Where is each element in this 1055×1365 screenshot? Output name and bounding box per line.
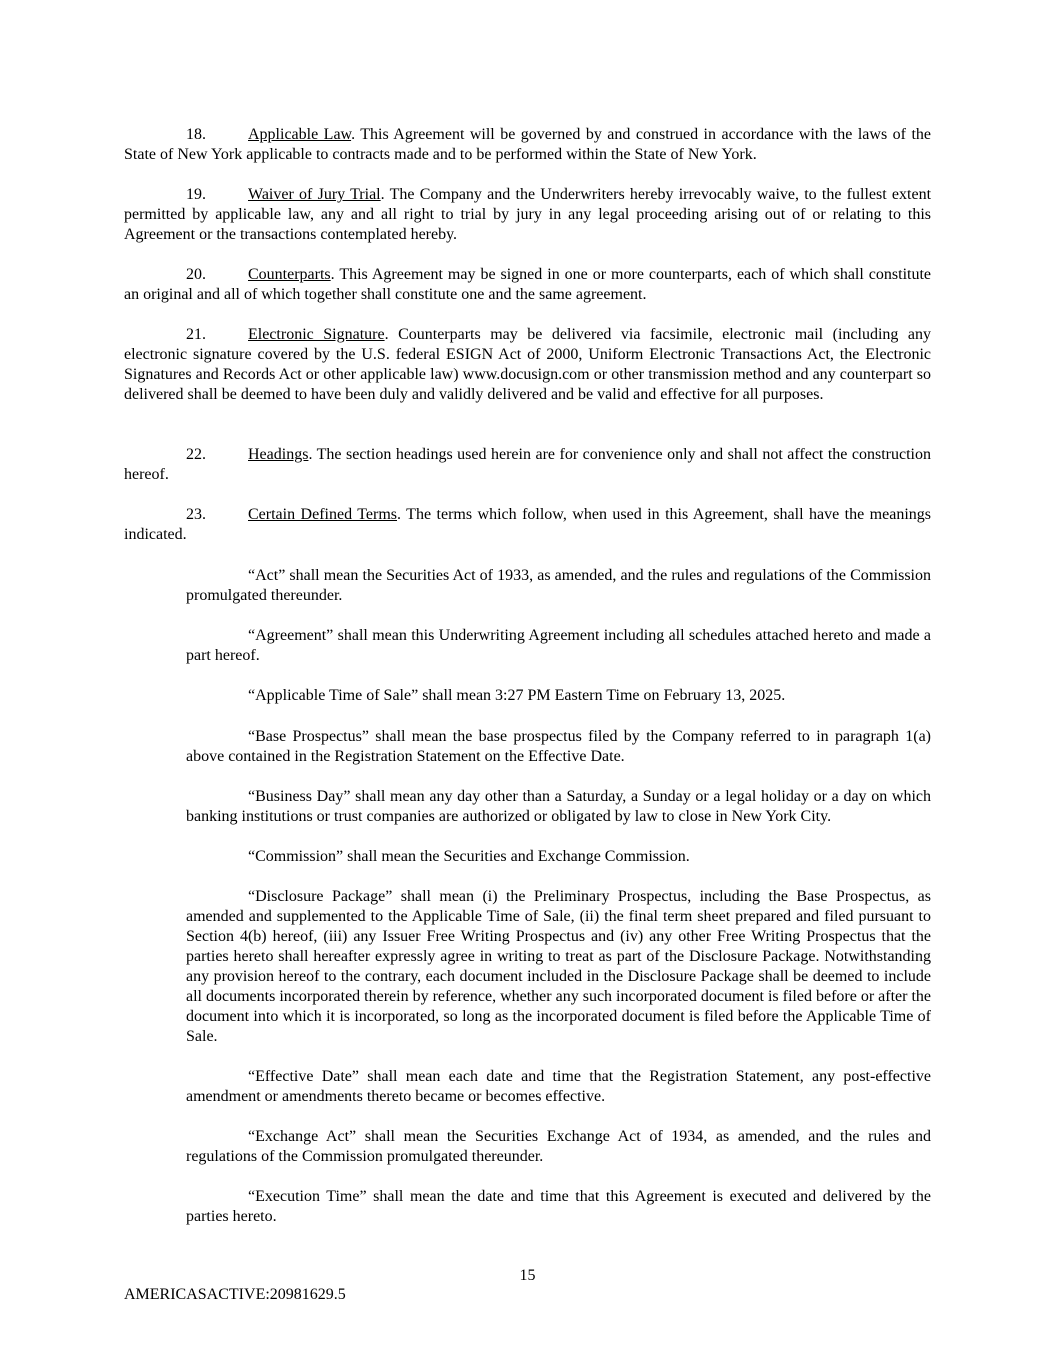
- definition-applicable-time-of-sale: “Applicable Time of Sale” shall mean 3:27 PM Eastern Time on February 13, 2025.: [248, 687, 786, 704]
- definition-business-day: “Business Day” shall mean any day other than a Saturday, a Sunday or a legal holiday or a day on which banking institutions or trust companies are authorized or obligated by law to close in New York City.: [186, 788, 931, 825]
- definition-execution-time: “Execution Time” shall mean the date and time that this Agreement is executed and delivered by the parties hereto.: [186, 1188, 931, 1225]
- section-text: . The terms which follow, when used in this Agreement, shall have the meanings indicated.: [124, 506, 932, 543]
- definition-exchange-act: “Exchange Act” shall mean the Securities Exchange Act of 1934, as amended, and the rules and regulations of the Commission promulgated thereunder.: [186, 1128, 931, 1165]
- page-number: 15: [519, 1267, 536, 1284]
- section-heading: Headings: [248, 446, 309, 463]
- definition-effective-date: “Effective Date” shall mean each date and time that the Registration Statement, any post-effective amendment or amendments thereto became or becomes effective.: [186, 1068, 931, 1105]
- document-id: AMERICASACTIVE:20981629.5: [124, 1286, 346, 1303]
- definition-act: “Act” shall mean the Securities Act of 1933, as amended, and the rules and regulations of the Commission promulgated thereunder.: [186, 567, 931, 604]
- definition-disclosure-package: “Disclosure Package” shall mean (i) the Preliminary Prospectus, including the Base Prospectus, as amended and supplemented to the Applicable Time of Sale, (ii) the final term sheet prepared and filed pursuant to Section 4(b) hereof, (iii) any Issuer Free Writing Prospectus and (iv) any other Free Writing Prospectus that the parties hereto shall hereafter expressly agree in writing to treat as part of the Disclosure Package. Notwithstanding any provision hereof to the contrary, each document included in the Disclosure Package shall be deemed to include all documents incorporated therein by reference, whether any such incorporated document is filed before or after the document into which it is incorporated, so long as the incorporated document is filed before the Applicable Time of Sale.: [186, 888, 932, 1045]
- section-text: . This Agreement will be governed by and construed in accordance with the laws of the State of New York applicable to contracts made and to be performed within the State of New York.: [124, 126, 931, 163]
- section-heading: Certain Defined Terms: [248, 506, 398, 523]
- section-text: . The section headings used herein are for convenience only and shall not affect the construction hereof.: [124, 446, 931, 483]
- section-heading: Applicable Law: [248, 126, 352, 143]
- definition-commission: “Commission” shall mean the Securities and Exchange Commission.: [248, 848, 690, 865]
- definition-agreement: “Agreement” shall mean this Underwriting Agreement including all schedules attached hereto and made a part hereof.: [186, 627, 931, 664]
- section-22: 22. Headings. The section headings used herein are for convenience only and shall not affect the construction hereof.: [124, 446, 931, 483]
- section-21: 21. Electronic Signature. Counterparts may be delivered via facsimile, electronic mail (including any electronic signature covered by the U.S. federal ESIGN Act of 2000, Uniform Electronic Transactions Act, the Electronic Signatures and Records Act or other applicable law) www.docusign.com or other transmission method and any counterpart so delivered shall be deemed to have been duly and validly delivered and be valid and effective for all purposes.: [124, 326, 932, 403]
- section-text: . Counterparts may be delivered via facsimile, electronic mail (including any electronic signature covered by the U.S. federal ESIGN Act of 2000, Uniform Electronic Transactions Act, the Electronic Signatures and Records Act or other applicable law) www.docusign.com or other transmission method and any counterpart so delivered shall be deemed to have been duly and validly delivered and be valid and effective for all purposes.: [124, 326, 932, 403]
- section-heading: Electronic Signature: [248, 326, 385, 343]
- section-text: . The Company and the Underwriters hereby irrevocably waive, to the fullest extent permitted by applicable law, any and all right to trial by jury in any legal proceeding arising out of or relating to this Agreement or the transactions contemplated hereby.: [124, 186, 932, 243]
- section-19: 19. Waiver of Jury Trial. The Company and the Underwriters hereby irrevocably waive, to the fullest extent permitted by applicable law, any and all right to trial by jury in any legal proceeding arising out of or relating to this Agreement or the transactions contemplated hereby.: [124, 186, 932, 243]
- definition-base-prospectus: “Base Prospectus” shall mean the base prospectus filed by the Company referred to in paragraph 1(a) above contained in the Registration Statement on the Effective Date.: [186, 728, 931, 765]
- section-18: 18. Applicable Law. This Agreement will be governed by and construed in accordance with the laws of the State of New York applicable to contracts made and to be performed within the State of New York.: [124, 126, 931, 163]
- section-heading: Counterparts: [248, 266, 331, 283]
- section-23: 23. Certain Defined Terms. The terms which follow, when used in this Agreement, shall have the meanings indicated.: [124, 506, 932, 543]
- section-heading: Waiver of Jury Trial: [248, 186, 381, 203]
- section-20: 20. Counterparts. This Agreement may be signed in one or more counterparts, each of which shall constitute an original and all of which together shall constitute one and the same agreement.: [124, 266, 931, 303]
- section-text: . This Agreement may be signed in one or more counterparts, each of which shall constitute an original and all of which together shall constitute one and the same agreement.: [124, 266, 931, 303]
